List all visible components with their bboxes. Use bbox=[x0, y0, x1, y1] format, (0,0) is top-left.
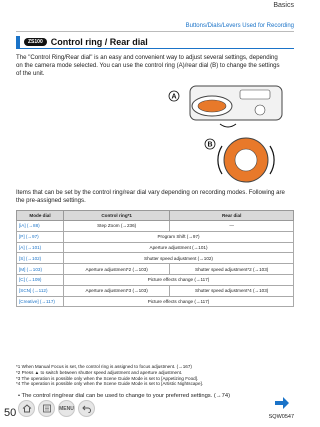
footer-nav bbox=[18, 400, 95, 417]
rear-dial-cell: Shutter speed adjustment*2 (→103) bbox=[170, 264, 294, 275]
mode-cell[interactable]: [Creative] (→117) bbox=[17, 296, 64, 307]
footnote: *2 Press ▲ to switch between shutter speed adjustment and aperture adjustment. bbox=[16, 369, 183, 375]
table-row bbox=[17, 274, 294, 285]
footnote: *1 When Manual Focus is set, the control ring is assigned to focus adjustment. (→167) bbox=[16, 364, 192, 369]
mode-cell[interactable]: [M] (→103) bbox=[17, 264, 64, 275]
header-control-ring: Control ring*1 bbox=[64, 211, 170, 221]
header-mode-dial: Mode dial bbox=[17, 211, 64, 221]
footnotes bbox=[16, 364, 296, 387]
intro-text: The "Control Ring/Rear dial" is an easy and convenient way to adjust several settings, depending on the camera mode selected. You can use the control ring (A)/rear dial (B) to change the settings of the unit. bbox=[16, 54, 280, 77]
merged-cell: Picture effects change (→117) bbox=[64, 274, 294, 285]
home-icon bbox=[22, 404, 32, 413]
bullet-note: • The control ring/rear dial can be used to change to your preferred settings. (→74) bbox=[18, 393, 231, 399]
menu-label: MENU bbox=[59, 405, 74, 412]
page-title: Control ring / Rear dial bbox=[50, 37, 148, 47]
mode-cell[interactable]: [P] (→97) bbox=[17, 231, 64, 242]
table-row bbox=[17, 296, 294, 307]
control-ring-cell: Step Zoom (→236) bbox=[64, 221, 170, 232]
footnote: *3 The operation is possible only when the Scene Guide Mode is set to [Appetizing Food]. bbox=[16, 375, 199, 381]
back-button[interactable] bbox=[78, 400, 95, 417]
list-icon bbox=[42, 404, 52, 413]
control-ring-cell: Aperture adjustment*3 (→103) bbox=[64, 285, 170, 296]
header-rear-dial: Rear dial bbox=[170, 211, 294, 221]
rear-dial-illustration bbox=[218, 138, 274, 182]
table-row bbox=[17, 242, 294, 253]
camera-top-view bbox=[190, 86, 282, 127]
breadcrumb[interactable]: Buttons/Dials/Levers Used for Recording bbox=[185, 23, 294, 29]
table-row bbox=[17, 253, 294, 264]
header-divider bbox=[16, 31, 294, 32]
mode-cell[interactable]: [SCN] (→112) bbox=[17, 285, 64, 296]
merged-cell: Program Shift (→97) bbox=[64, 231, 294, 242]
table-row bbox=[17, 231, 294, 242]
title-bar bbox=[16, 36, 294, 49]
settings-table bbox=[16, 210, 294, 307]
camera-illustration bbox=[160, 80, 294, 186]
label-b: B bbox=[207, 141, 213, 149]
document-code: SQW0547 bbox=[268, 414, 294, 420]
rear-dial-cell: — bbox=[170, 221, 294, 232]
menu-button[interactable] bbox=[58, 400, 75, 417]
mode-cell[interactable]: [C] (→109) bbox=[17, 274, 64, 285]
lead-text: Items that can be set by the control ring/rear dial vary depending on recording modes. Following are the pre-assigned settings. bbox=[16, 189, 285, 204]
footnote: *4 The operation is possible only when the Scene Guide Mode is set to [Artistic Nightscape]. bbox=[16, 381, 204, 387]
home-button[interactable] bbox=[18, 400, 35, 417]
back-arrow-icon bbox=[82, 404, 92, 413]
rear-dial-cell: Shutter speed adjustment*4 (→103) bbox=[170, 285, 294, 296]
section-label: Basics bbox=[273, 2, 294, 9]
next-page-arrow-icon[interactable] bbox=[274, 396, 290, 410]
merged-cell: Shutter speed adjustment (→102) bbox=[64, 253, 294, 264]
table-row bbox=[17, 221, 294, 232]
page-number: 50 bbox=[4, 407, 17, 419]
mode-cell[interactable]: [iA] (→88) bbox=[17, 221, 64, 232]
contents-button[interactable] bbox=[38, 400, 55, 417]
table-row bbox=[17, 264, 294, 275]
model-badge: ZS100 bbox=[24, 38, 47, 46]
mode-cell[interactable]: [A] (→101) bbox=[17, 242, 64, 253]
label-a: A bbox=[171, 93, 177, 101]
merged-cell: Picture effects change (→117) bbox=[64, 296, 294, 307]
table-row bbox=[17, 285, 294, 296]
mode-cell[interactable]: [S] (→102) bbox=[17, 253, 64, 264]
control-ring-cell: Aperture adjustment*2 (→103) bbox=[64, 264, 170, 275]
merged-cell: Aperture adjustment (→101) bbox=[64, 242, 294, 253]
